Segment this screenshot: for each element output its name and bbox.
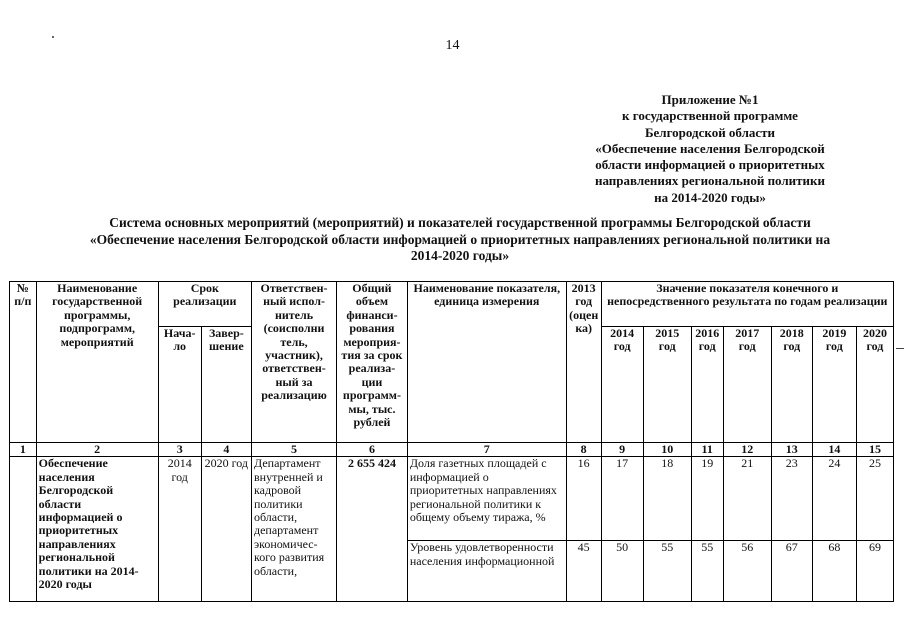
total-funding: 2 655 424 <box>337 457 408 602</box>
value-2013: 45 <box>566 541 601 602</box>
appendix-line: Белгородской области <box>644 124 776 140</box>
row-num <box>10 457 37 602</box>
header-year: 2016 год <box>691 327 723 443</box>
value-year: 69 <box>856 541 893 602</box>
program-table <box>9 281 894 602</box>
header-year: 2019 год <box>812 327 856 443</box>
value-year: 23 <box>771 457 812 541</box>
document-title <box>40 215 880 265</box>
col-number: 14 <box>812 443 856 457</box>
appendix-line: «Обеспечение населения Белгородской <box>595 140 825 156</box>
col-number: 13 <box>771 443 812 457</box>
indicator-name: Доля газетных площадей с информацией о приоритетных направлениях региональной политики к общему объему тиража, % <box>407 457 566 541</box>
value-year: 19 <box>691 457 723 541</box>
header-start: Нача-ло <box>158 327 201 443</box>
header-indicator: Наименование показателя, единица измерения <box>407 282 566 443</box>
value-year: 17 <box>601 457 643 541</box>
appendix-line: на 2014-2020 годы» <box>654 189 766 205</box>
col-number: 8 <box>566 443 601 457</box>
header-value-group: Значение показателя конечного и непосредственного результата по годам реализации <box>601 282 893 327</box>
col-number: 9 <box>601 443 643 457</box>
header-end: Завер-шение <box>201 327 251 443</box>
col-number: 5 <box>251 443 336 457</box>
value-year: 56 <box>723 541 771 602</box>
header-year: 2017 год <box>723 327 771 443</box>
title-line: 2014-2020 годы» <box>410 248 510 263</box>
appendix-line: направлениях региональной политики <box>594 173 826 189</box>
appendix-line: к государственной программе <box>622 108 798 124</box>
appendix-line: Приложение №1 <box>661 92 759 107</box>
page-number: 14 <box>445 38 460 53</box>
col-number: 2 <box>36 443 158 457</box>
col-number: 4 <box>201 443 251 457</box>
appendix-block <box>560 92 860 206</box>
header-num: № п/п <box>10 282 37 443</box>
value-year: 67 <box>771 541 812 602</box>
value-year: 55 <box>643 541 691 602</box>
title-line: «Обеспечение населения Белгородской области информацией о приоритетных направлениях региональной политики на <box>89 231 831 247</box>
value-year: 50 <box>601 541 643 602</box>
col-number: 10 <box>643 443 691 457</box>
header-term: Срок реализации <box>158 282 251 327</box>
value-year: 18 <box>643 457 691 541</box>
col-number: 7 <box>407 443 566 457</box>
header-year: 2020 год <box>856 327 893 443</box>
program-name: Обеспечение населения Белгородской области информацией о приоритетных направлениях региональной политики на 2014-2020 годы <box>36 457 158 602</box>
end-year: 2020 год <box>201 457 251 602</box>
value-year: 25 <box>856 457 893 541</box>
value-year: 24 <box>812 457 856 541</box>
header-2013: 2013 год (оцен ка) <box>566 282 601 443</box>
col-number: 6 <box>337 443 408 457</box>
value-2013: 16 <box>566 457 601 541</box>
margin-mark <box>896 348 904 349</box>
title-line: Система основных мероприятий (мероприятий) и показателей государственной программы Белгородской области <box>109 215 811 230</box>
value-year: 55 <box>691 541 723 602</box>
start-year: 2014 год <box>158 457 201 602</box>
header-year: 2015 год <box>643 327 691 443</box>
header-responsible: Ответствен-ный испол-нитель (соисполни тель, участник), ответствен-ный за реализацию <box>251 282 336 443</box>
col-number: 15 <box>856 443 893 457</box>
table-row <box>10 457 894 541</box>
col-number: 12 <box>723 443 771 457</box>
appendix-line: области информацией о приоритетных <box>595 157 825 173</box>
col-number: 11 <box>691 443 723 457</box>
col-number: 3 <box>158 443 201 457</box>
value-year: 68 <box>812 541 856 602</box>
col-number: 1 <box>10 443 37 457</box>
header-year: 2018 год <box>771 327 812 443</box>
header-year: 2014 год <box>601 327 643 443</box>
header-row <box>10 282 894 327</box>
column-number-row <box>10 443 894 457</box>
indicator-name: Уровень удовлетворенности населения информационной <box>407 541 566 602</box>
header-name: Наименование государственной программы, подпрограмм, мероприятий <box>36 282 158 443</box>
value-year: 21 <box>723 457 771 541</box>
responsible: Департамент внутренней и кадровой политики области, департамент экономичес-кого развития области, <box>251 457 336 602</box>
header-total: Общий объем финанси-рования мероприя-тия за срок реализа-ции программ-мы, тыс. рублей <box>337 282 408 443</box>
